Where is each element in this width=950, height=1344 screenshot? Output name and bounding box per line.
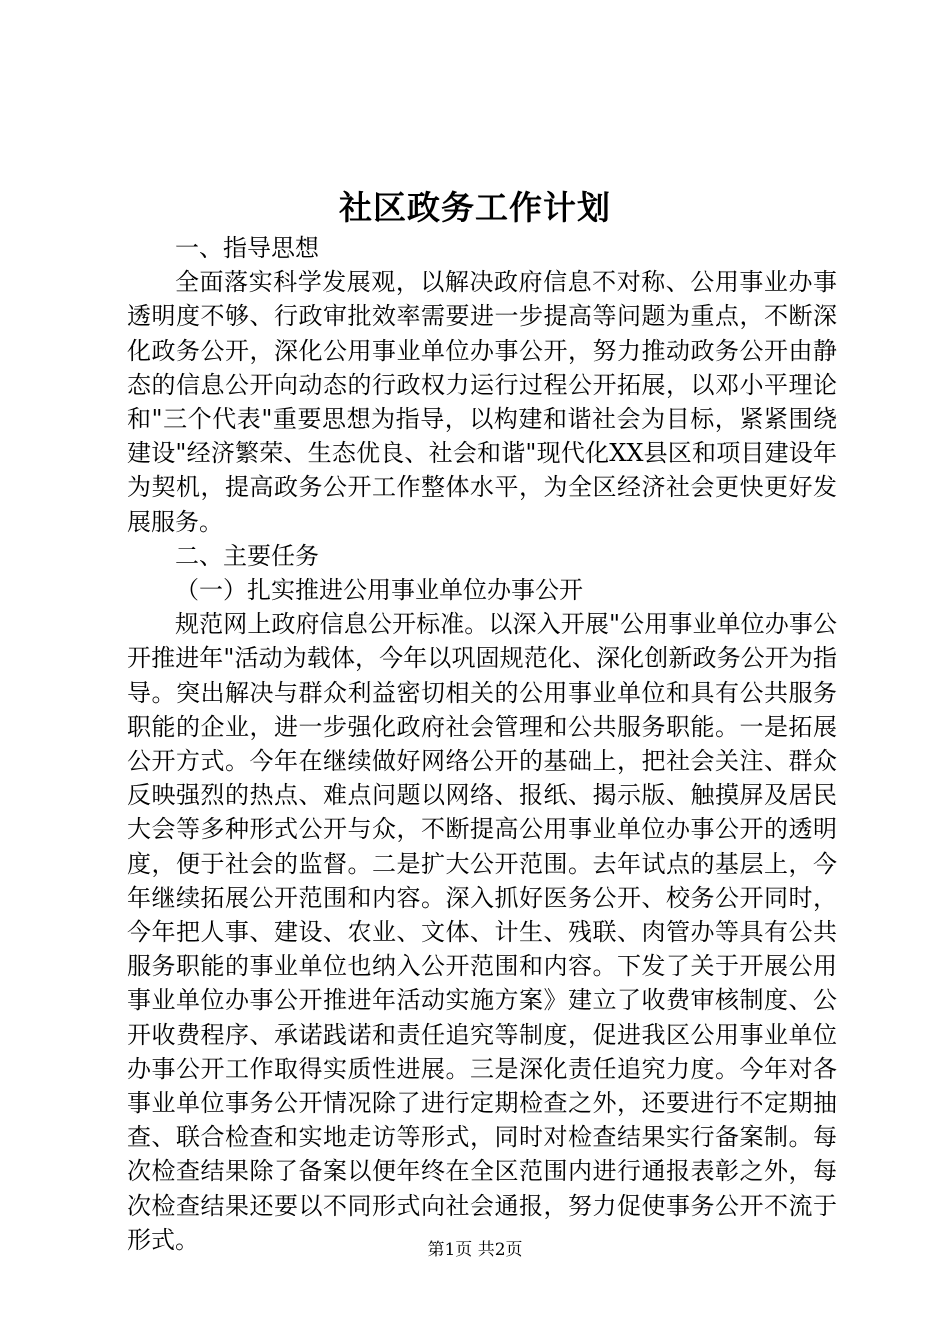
document-body <box>127 231 837 1257</box>
subsection-heading-public-affairs: （一）扎实推进公用事业单位办事公开 <box>175 576 583 605</box>
page-footer: 第1页 共2页 <box>427 1240 523 1260</box>
paragraph-guiding-thought: 全面落实科学发展观，以解决政府信息不对称、公用事业办事透明度不够、行政审批效率需要进一步提高等问题为重点，不断深化政务公开，深化公用事业单位办事公开，努力推动政务公开由静态的信息公开向动态的行政权力运行过程公开拓展，以邓小平理论和"三个代表"重要思想为指导，以构建和谐社会为目标，紧紧围绕建设"经济繁荣、生态优良、社会和谐"现代化XX县区和项目建设年为契机，提高政务公开工作整体水平，为全区经济社会更快更好发展服务。 <box>127 268 837 536</box>
document-title: 社区政务工作计划 <box>339 188 611 227</box>
section-heading-guiding-thought: 一、指导思想 <box>175 234 319 262</box>
section-heading-main-tasks: 二、主要任务 <box>175 541 319 570</box>
paragraph-public-affairs: 规范网上政府信息公开标准。以深入开展"公用事业单位办事公开推进年"活动为载体，今年以巩固规范化、深化创新政务公开为指导。突出解决与群众利益密切相关的公用事业单位和具有公共服务职能的企业，进一步强化政府社会管理和公共服务职能。一是拓展公开方式。今年在继续做好网络公开的基础上，把社会关注、群众反映强烈的热点、难点问题以网络、报纸、揭示版、触摸屏及居民大会等多种形式公开与众，不断提高公用事业单位办事公开的透明度，便于社会的监督。二是扩大公开范围。去年试点的基层上，今年继续拓展公开范围和内容。深入抓好医务公开、校务公开同时，今年把人事、建设、农业、文体、计生、残联、肉管办等具有公共服务职能的事业单位也纳入公开范围和内容。下发了关于开展公用事业单位办事公开推进年活动实施方案》建立了收费审核制度、公开收费程序、承诺践诺和责任追究等制度，促进我区公用事业单位办事公开工作取得实质性进展。三是深化责任追究力度。今年对各事业单位事务公开情况除了进行定期检查之外，还要进行不定期抽查、联合检查和实地走访等形式，同时对检查结果实行备案制。每次检查结果除了备案以便年终在全区范围内进行通报表彰之外，每次检查结果还要以不同形式向社会通报，努力促使事务公开不流于形式。 <box>127 610 837 1254</box>
